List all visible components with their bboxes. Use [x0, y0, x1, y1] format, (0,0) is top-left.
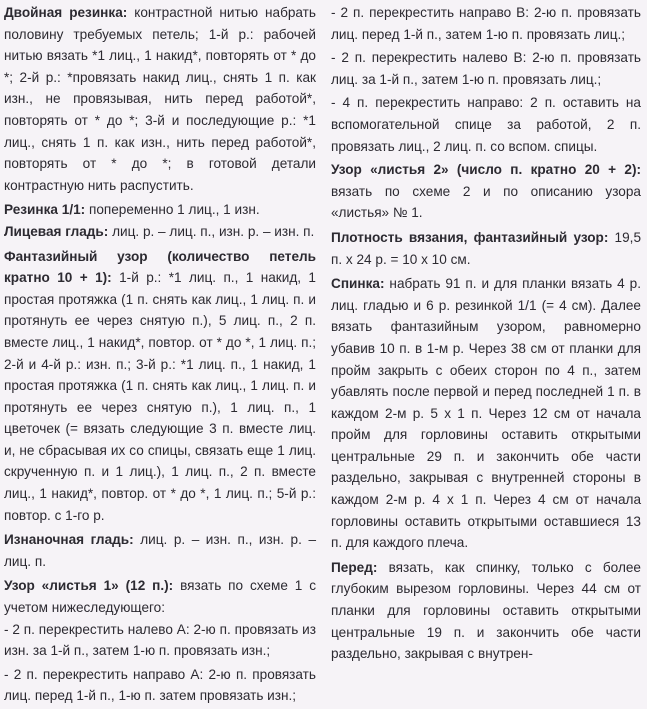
section-text: лиц. р. – изн. п., изн. р. – лиц. п. — [4, 532, 316, 569]
section-text: попеременно 1 лиц., 1 изн. — [85, 202, 260, 218]
section-gauge — [331, 227, 641, 270]
right-column — [331, 2, 641, 668]
list-item: - 2 п. перекрестить направо А: 2-ю п. провязать лиц. перед 1-й п., 1-ю п. затем провязать изн.; — [4, 666, 316, 704]
section-heading: Фантазийный узор (количество петель кратно 10 + 1): — [4, 248, 316, 286]
list-item: - 2 п. перекрестить направо В: 2-ю п. провязать лиц. перед 1-й п., затем 1-ю п. провязать лиц.; — [331, 5, 641, 42]
section-heading: Узор «листья 2» (число п. кратно 20 + 2): — [331, 162, 641, 178]
section-text: 1-й р.: *1 лиц. п., 1 накид, 1 простая протяжка (1 п. снять как лиц., 1 лиц. п. и протянуть ее через снятую п.), 5 лиц. п., 2 п. вместе лиц., 1 накид*, повтор. от * до *, 1 лиц. п.; 2-й и 4-й р.: изн. п.; 3-й р.: *1 лиц. п., 1 накид, 1 простая протяжка (1 п. снять как лиц., 1 лиц. п. и протянуть ее через снятую п.), 1 лиц. п., 1 цветочек (= вязать следующие 3 п. вместе лиц. и, не сбрасывая их со спицы, связать еще 1 лиц. скрученную п. и 1 лиц.), 1 лиц. п., 2 п. вместе лиц., 1 накид*, повтор. от * до *, 1 лиц. п.; 5-й р.: повтор. с 1-го р. — [4, 270, 316, 523]
section-heading: Резинка 1/1: — [4, 202, 86, 218]
section-back — [331, 273, 641, 554]
section-leaves-1 — [4, 575, 316, 618]
list-item: - 2 п. перекрестить налево А: 2-ю п. провязать из изн. за 1-й п., затем 1-ю п. провязать изн.; — [4, 621, 316, 659]
section-heading: Плотность вязания, фантазийный узор: — [331, 229, 609, 245]
section-heading: Лицевая гладь: — [4, 223, 109, 239]
section-reverse-stockinette — [4, 529, 316, 572]
section-leaves-2 — [331, 159, 641, 224]
section-text: вязать, как спинку, только с более глубоким вырезом горловины. Через 44 см от планки для горловины оставить открытыми центральные 19 п. и закончить обе части раздельно, закрывая с внутрен- — [331, 559, 641, 662]
section-heading: Изнаночная гладь: — [4, 532, 134, 548]
left-column — [4, 2, 316, 709]
section-text: вязать по схеме 1 с учетом нижеследующего: — [4, 578, 316, 616]
section-text: набрать 91 п. и для планки вязать 4 р. лиц. гладью и 6 р. резинкой 1/1 (= 4 см). Далее вязать фантазийным узором, равномерно убавив 10 п. в 1-м р. Через 38 см от планки для пройм закрыть с обеих сторон по 4 п., затем убавлять после первой и перед последней 1 п. в каждом 2-м р. 5 x 1 п. Через 12 см от начала пройм для горловины оставить открытыми центральные 29 п. и закончить обе части раздельно, закрывая с внутренней стороны в каждом 2-м р. 4 x 1 п. Через 4 см от начала горловины оставить открытыми оставшиеся 13 п. для каждого плеча. — [331, 276, 641, 551]
section-heading: Узор «листья 1» (12 п.): — [4, 578, 174, 594]
list-item: - 2 п. перекрестить налево В: 2-ю п. провязать лиц. за 1-й п., затем 1-ю п. провязать лиц.; — [331, 50, 641, 87]
section-heading: Перед: — [331, 559, 378, 575]
section-text: вязать по схеме 2 и по описанию узора «листья» № 1. — [331, 183, 641, 221]
section-double-rib — [4, 2, 316, 196]
section-text: лиц. р. – лиц. п., изн. р. – изн. п. — [108, 223, 315, 239]
section-stockinette — [4, 221, 316, 243]
section-heading: Спинка: — [331, 276, 385, 292]
section-text: 19,5 п. x 24 р. = 10 x 10 см. — [331, 229, 642, 267]
section-heading: Двойная резинка: — [4, 5, 128, 20]
section-rib-1-1 — [4, 199, 316, 221]
section-fancy-pattern — [4, 246, 316, 527]
list-item: - 4 п. перекрестить направо: 2 п. оставить на вспомогательной спице за работой, 2 п. провязать лиц., 2 лиц. п. со вспом. спицы. — [331, 95, 641, 154]
section-front — [331, 557, 641, 665]
section-text: контрастной нитью набрать половину требуемых петель; 1-й р.: рабочей нитью вязать *1 лиц., 1 накид*, повторять от * до *; 2-й р.: *провязать накид лиц., снять 1 п. как изн., не провязывая, нить перед работой*, повторять от * до *; 3-й и последующие р.: *1 лиц., снять 1 п. как изн., нить перед работой*, повторять от * до *; в готовой детали контрастную нить распустить. — [4, 5, 316, 193]
